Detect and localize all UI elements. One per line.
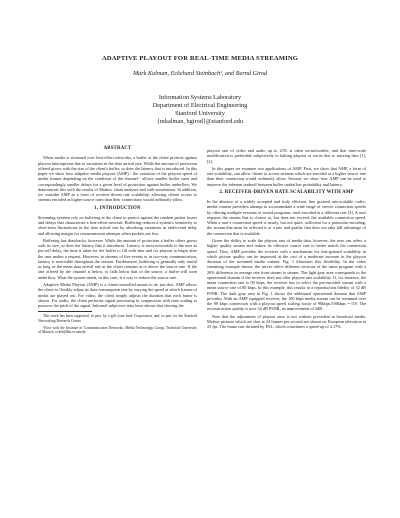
right-column bbox=[207, 148, 366, 332]
abstract-text: When media is streamed over best-effort networks, a buffer at the client protects against playout interruptions due to variations in the data arrival rate. While the amount of protection offered grows with the size of the client's buffer, so does the latency that is introduced. In this paper we show how adaptive media playout (AMP) - the variation of the playout speed of media frames depending on the condition of the channel - allows smaller buffer sizes and correspondingly smaller delays for a given level of protection against buffer underflow. We demonstrate this with the results of Markov chain analyses and with simulations. In addition, we consider AMP as a form of receiver-driven rate scalability, allowing clients access to streams encoded at higher source rates than their connections would ordinarily allow. bbox=[38, 155, 197, 203]
left-column bbox=[38, 146, 197, 337]
affiliation-email: {mkalman, bgirod}@stanford.edu bbox=[156, 118, 244, 125]
section-2-paragraph-3: Note that the adjustment of playout rates is not without precedent in broadcast media. Motion pictures which are shot at 24 frames per second are shown on European television at 25 fps. The frame rate dictated by PAL, which constitutes a speed-up of 4.17%. bbox=[207, 313, 366, 330]
affiliation-lab: Information Systems Laboratory bbox=[158, 94, 242, 101]
section-2-heading: 2. RECEIVER-DRIVEN RATE SCALABILITY WITH AMP bbox=[219, 189, 354, 195]
abstract-heading: ABSTRACT bbox=[103, 146, 132, 151]
affiliation-university: Stanford University bbox=[175, 110, 225, 117]
affiliation-department: Department of Electrical Engineering bbox=[152, 102, 248, 109]
paper-authors: Mark Kalman, Eckehard Steinbach¹, and Bernd Girod bbox=[132, 70, 268, 77]
paper-title: ADAPTIVE PLAYOUT FOR REAL-TIME MEDIA STREAMING bbox=[101, 55, 299, 62]
intro-paragraph-continued: playout rate of video and audio up to 25% is often un-noticeable, and that time-scale modification is preferable subjectively to halting playout or errors due to missing data [1],[2]. bbox=[207, 148, 366, 164]
footnote-affiliation: ¹Now with the Institute of Communication Networks, Media Technology Group, Technical University of Munich, eckel@lkn.ei.tum.de bbox=[38, 325, 197, 335]
affiliation-block bbox=[0, 94, 400, 126]
intro-paragraph-3: Adaptive Media Playout (AMP) is a client-controlled means to do just this. AMP allows the client to flexibly adjust its data consumption rate by varying the speed at which frames of media are played out. For video, the client simply adjusts the duration that each frame is shown. For audio, the client performs signal processing in conjunction with time scaling to preserve the pitch of the signal. Informal subjective tests have shown that slowing the bbox=[38, 282, 197, 309]
intro-paragraph-1: Streaming systems rely on buffering at the client to protect against the random packet losses and delays that characterize a best-effort network. Buffering reduces a system's sensitivity to short-term fluctuations in the data arrival rate by absorbing variations in end-to-end delay and allowing margin for retransmission attempts when packets are lost. bbox=[38, 214, 197, 236]
introduction-heading: 1. INTRODUCTION bbox=[94, 205, 141, 211]
intro-paragraph-applications: In this paper we examine two applications of AMP. First, we show that AMP, a form of rate scalability, can allow clients to access streams which are encoded at a higher source rate than their connection would ordinarily allow. Second, we show how AMP can be used to improve the inherent tradeoff between buffer underflow probability and latency. bbox=[207, 165, 366, 187]
section-2-paragraph-2: Given the ability to scale the playout rate of media data, however, the user can select a higher quality stream and reduce its effective source rate to better match the connection speed. Thus, AMP provides the receiver with a mechanism for fine-grained scalability in which picture quality can be improved at the cost of a moderate increase in the playout duration of the streamed media content. Fig. 1 illustrates this flexibility. In the video streaming example shown, the server offers different versions of the same program with a 20% difference in average rate from stream to stream. The light gray area corresponds to the operational domain if the receiver does not offer playout rate scalability. If, for instance, the mean connection rate is 90 kbps, the receiver has to select the pre-encoded stream with a mean source rate of 80 kbps. In this example, this results in a reproduction fidelity of 32 dB PSNR. The dark gray area in Fig. 1 shows the additional operational domain that AMP provides. With an AMP equipped receiver, the 100 kbps media stream can be streamed over the 90 kbps connection with a playout speed scaling factor of 90kbps/100kbps = 0.9. The reconstruction quality is now 34 dB PSNR, an improvement of 2dB. bbox=[207, 238, 366, 312]
intro-paragraph-2: Buffering has drawbacks, however. While the amount of protection a buffer offers grows with its size, so does the latency that it introduces. Latency is most noticeable to the user as pre-roll delay, the time it takes for the buffer to fill with data and for playout to begin after the user makes a request. However, in streams of live events or in two-way communication, latency is noticeable throughout the session. Furthermore, buffering is generally only useful as long as the mean data arrival rate at the client remains at or above the source rate. If the rate offered by the channel is below, or falls below that of the source, a buffer will soon underflow. What the system needs, in this case, is a way to reduce the source rate. bbox=[38, 237, 197, 280]
footnote-rule bbox=[38, 311, 92, 312]
footnote-funding: This work has been supported, in part, by a gift from Intel Corporation, and, in part, by the Stanford Networking Research Center. bbox=[38, 314, 197, 323]
section-2-paragraph-1: In the absence of a widely accepted and truly efficient, fine grained rate-scalable codec, media content providers attempt to accommodate a wide range of viewer connection speeds by offering multiple versions of stored programs, each encoded at a different rate [3]. A user requests the stream that is closest to, but does not exceed, the available connection speed. When a user's connection speed is nearly, but not quite, sufficient for a particular encoding, the stream that must be selected is at a rate and quality that does not take full advantage of the connection that is available. bbox=[207, 199, 366, 236]
